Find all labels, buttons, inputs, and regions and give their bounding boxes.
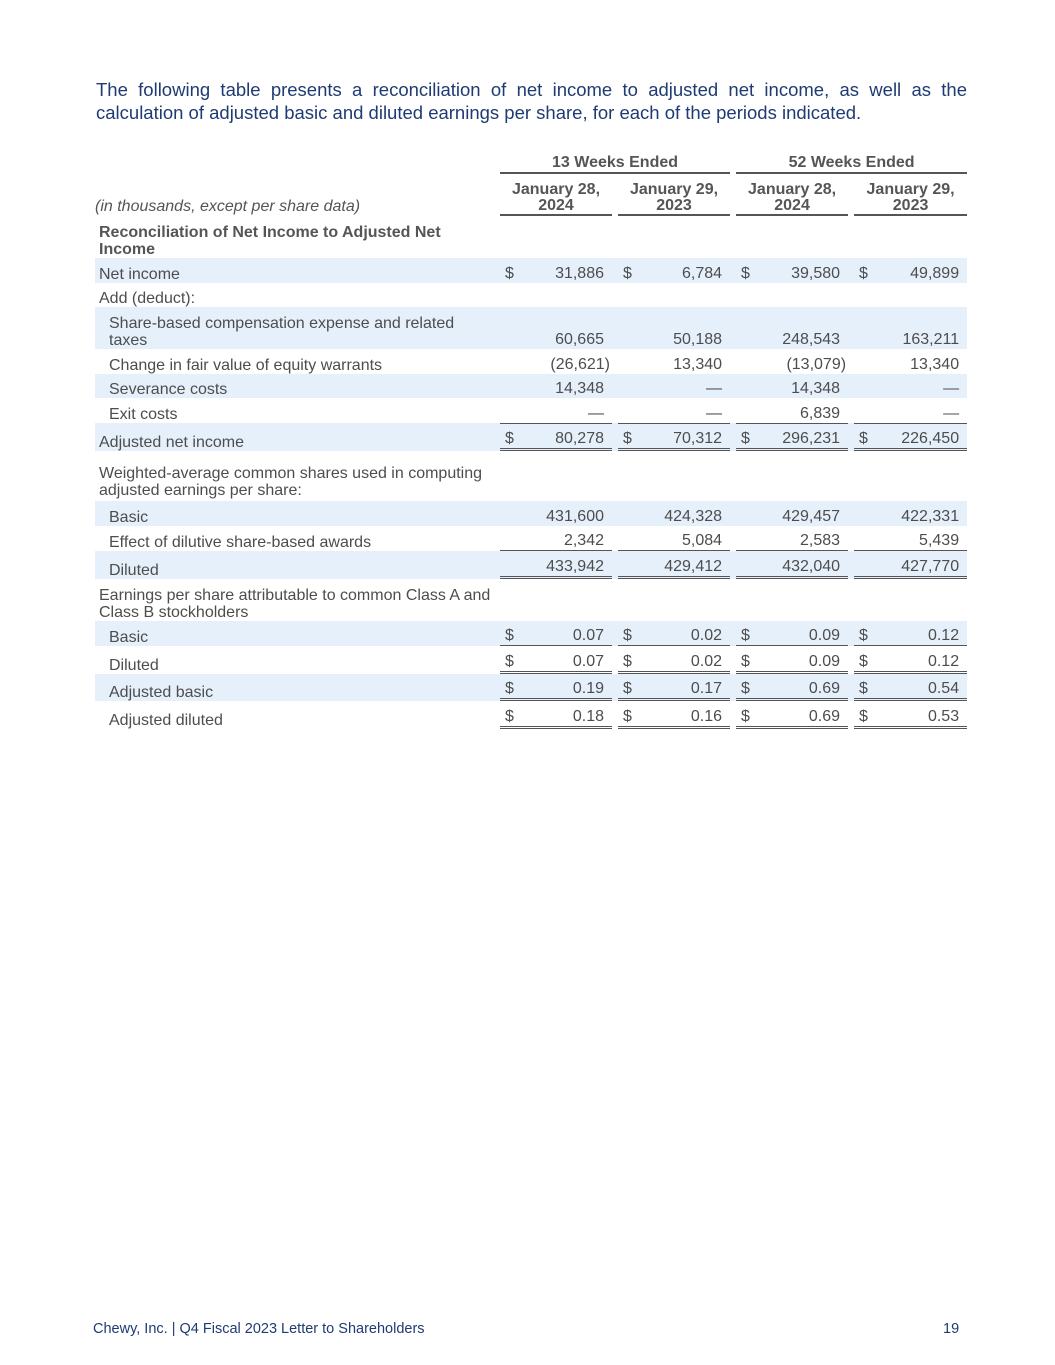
cell-value: 0.12	[876, 621, 967, 647]
row-label: Exit costs	[109, 405, 178, 423]
currency-symbol: $	[500, 258, 522, 283]
currency-symbol: $	[854, 701, 876, 729]
table-row	[95, 258, 967, 283]
table-row	[95, 423, 967, 452]
table-row	[95, 674, 967, 702]
cell-value: 226,450	[876, 423, 967, 452]
row-label: Adjusted basic	[95, 674, 494, 702]
cell-value: 0.53	[876, 701, 967, 729]
cell-value: 0.69	[758, 701, 848, 729]
cell-value: —	[706, 404, 723, 422]
row-label: Diluted	[109, 656, 159, 674]
row-label: Adjusted diluted	[109, 711, 223, 729]
cell-value: (13,079)	[786, 355, 847, 373]
cell-value: —	[943, 404, 960, 422]
currency-symbol: $	[500, 646, 522, 674]
currency-symbol: $	[618, 258, 640, 283]
currency-symbol: $	[500, 621, 522, 647]
cell-value: 0.19	[522, 674, 612, 702]
column-header-4: January 29, 2023	[854, 174, 967, 216]
cell-value: 427,770	[876, 551, 967, 579]
currency-symbol: $	[618, 621, 640, 647]
cell-value: 2,342	[522, 526, 612, 552]
cell-value: 163,211	[876, 307, 967, 349]
table-row	[95, 621, 967, 647]
currency-symbol: $	[500, 674, 522, 702]
cell-value: 60,665	[522, 307, 612, 349]
cell-value: 248,543	[758, 307, 848, 349]
row-label: Severance costs	[95, 374, 494, 399]
table-row	[95, 349, 967, 374]
row-label: Share-based compensation expense and related taxes	[95, 307, 494, 349]
cell-value: 429,412	[640, 551, 730, 579]
cell-value: 80,278	[522, 423, 612, 452]
cell-value: 50,188	[640, 307, 730, 349]
cell-value: 49,899	[876, 258, 967, 283]
cell-value: 0.69	[758, 674, 848, 702]
cell-value: 13,340	[910, 355, 960, 373]
table-row	[95, 646, 967, 674]
cell-value: 432,040	[758, 551, 848, 579]
cell-value: 39,580	[758, 258, 848, 283]
section-reconciliation-heading: Reconciliation of Net Income to Adjusted Net Income	[99, 224, 441, 258]
cell-value: 31,886	[522, 258, 612, 283]
cell-value: —	[588, 404, 604, 422]
cell-value: 296,231	[758, 423, 848, 452]
section-shares-heading: Weighted-average common shares used in computing adjusted earnings per share:	[99, 465, 483, 499]
currency-symbol: $	[736, 701, 758, 729]
currency-symbol: $	[500, 423, 522, 452]
table-row	[95, 526, 967, 552]
cell-value: 0.54	[876, 674, 967, 702]
currency-symbol: $	[736, 646, 758, 674]
cell-value: 6,784	[640, 258, 730, 283]
row-label: Net income	[95, 258, 494, 283]
cell-value: 6,839	[800, 404, 841, 422]
row-label: Basic	[95, 501, 494, 526]
table-row	[95, 501, 967, 526]
row-label: Adjusted net income	[95, 423, 494, 452]
currency-symbol: $	[618, 701, 640, 729]
cell-value: 14,348	[758, 374, 848, 399]
table-row	[95, 398, 967, 423]
column-header-2: January 29, 2023	[618, 174, 730, 216]
cell-value: 424,328	[640, 501, 730, 526]
table-row	[95, 701, 967, 729]
row-label: Effect of dilutive share-based awards	[109, 534, 372, 551]
currency-symbol: $	[736, 423, 758, 452]
cell-value: 2,583	[758, 526, 848, 552]
reconciliation-table	[95, 148, 967, 729]
cell-value: 5,439	[876, 526, 967, 552]
cell-value: 433,942	[522, 551, 612, 579]
currency-symbol: $	[854, 423, 876, 452]
cell-value: 13,340	[673, 355, 723, 373]
cell-value: 0.07	[522, 646, 612, 674]
cell-value: —	[876, 374, 967, 399]
section-eps-heading: Earnings per share attributable to common Class A and Class B stockholders	[99, 586, 491, 621]
cell-value: 0.09	[758, 646, 848, 674]
page-number: 19	[943, 1321, 960, 1337]
cell-value: 0.07	[522, 621, 612, 647]
row-label: Diluted	[95, 551, 494, 579]
table-row	[95, 307, 967, 349]
currency-symbol: $	[736, 621, 758, 647]
column-header-1: January 28, 2024	[500, 174, 612, 216]
currency-symbol: $	[854, 258, 876, 283]
cell-value: 0.18	[522, 701, 612, 729]
cell-value: 14,348	[522, 374, 612, 399]
cell-value: 422,331	[876, 501, 967, 526]
currency-symbol: $	[618, 646, 640, 674]
currency-symbol: $	[736, 674, 758, 702]
cell-value: 0.02	[640, 646, 730, 674]
cell-value: 0.09	[758, 621, 848, 647]
units-label: (in thousands, except per share data)	[95, 198, 361, 215]
cell-value: 0.17	[640, 674, 730, 702]
cell-value: (26,621)	[550, 355, 610, 373]
cell-value: 429,457	[758, 501, 848, 526]
row-label: Change in fair value of equity warrants	[109, 356, 383, 374]
currency-symbol: $	[736, 258, 758, 283]
currency-symbol: $	[854, 674, 876, 702]
cell-value: 0.16	[640, 701, 730, 729]
cell-value: 0.12	[876, 646, 967, 674]
add-deduct-label: Add (deduct):	[99, 290, 196, 307]
table-row	[95, 374, 967, 399]
table-row	[95, 551, 967, 579]
currency-symbol: $	[854, 621, 876, 647]
currency-symbol: $	[854, 646, 876, 674]
row-label: Basic	[95, 621, 494, 647]
column-header-3: January 28, 2024	[736, 174, 848, 216]
intro-paragraph: The following table presents a reconciliation of net income to adjusted net income, as well as the calculation of adjusted basic and diluted earnings per share, for each of the periods indicated.	[96, 79, 967, 123]
cell-value: 70,312	[640, 423, 730, 452]
footer-document-title: Chewy, Inc. | Q4 Fiscal 2023 Letter to Shareholders	[93, 1321, 425, 1337]
cell-value: 0.02	[640, 621, 730, 647]
currency-symbol: $	[618, 674, 640, 702]
currency-symbol: $	[618, 423, 640, 452]
currency-symbol: $	[500, 701, 522, 729]
cell-value: 431,600	[522, 501, 612, 526]
cell-value: —	[640, 374, 730, 399]
group-header-13-weeks: 13 Weeks Ended	[500, 148, 730, 174]
group-header-52-weeks: 52 Weeks Ended	[736, 148, 967, 174]
cell-value: 5,084	[640, 526, 730, 552]
